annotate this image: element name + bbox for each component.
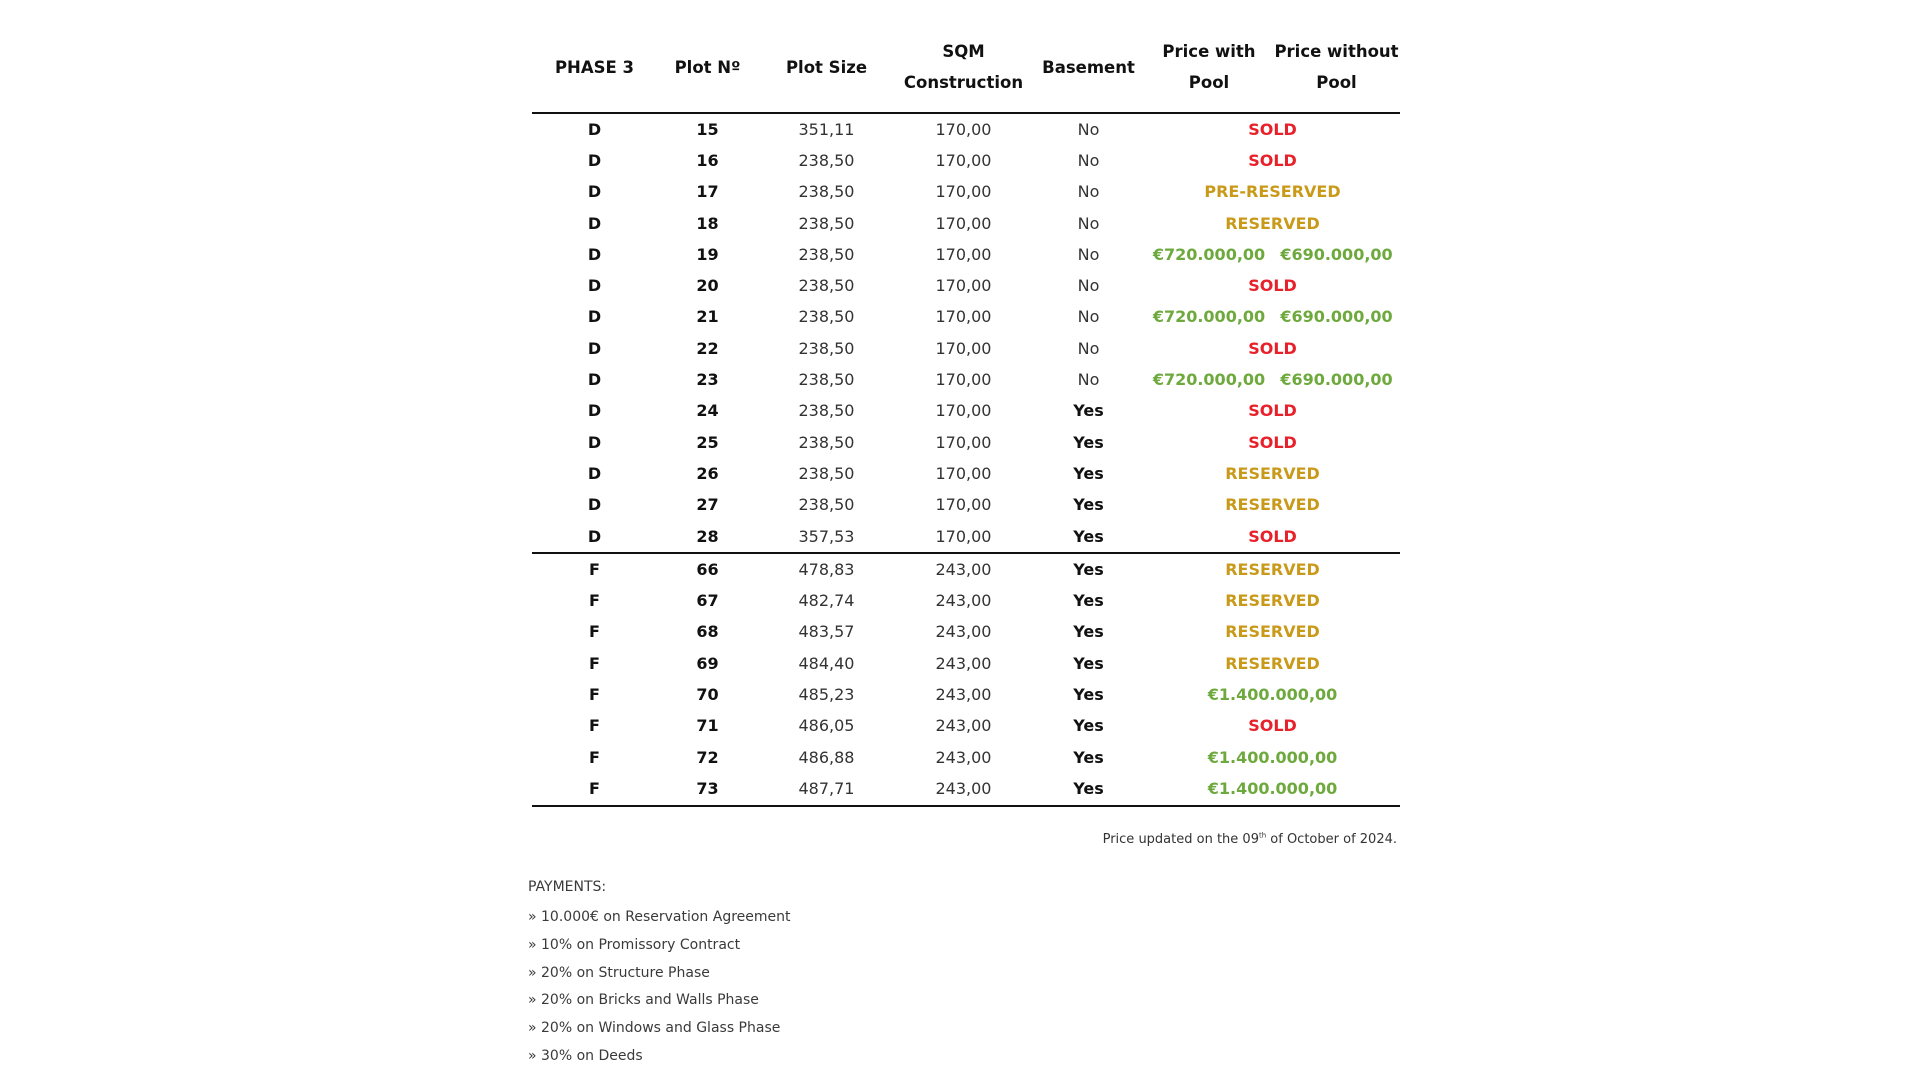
payment-item-structure: » 20% on Structure Phase bbox=[528, 964, 710, 981]
table-row bbox=[532, 302, 1400, 333]
cell-plot-number: 70 bbox=[696, 684, 719, 704]
status-badge: RESERVED bbox=[1225, 559, 1320, 579]
cell-plot-size: 238,50 bbox=[798, 338, 855, 358]
cell-phase: D bbox=[587, 213, 602, 233]
cell-phase: D bbox=[532, 521, 657, 553]
cell-plot-size: 238,50 bbox=[798, 244, 855, 264]
cell-plot-number: 67 bbox=[696, 591, 719, 611]
cell-sqm-construction: 170,00 bbox=[935, 495, 992, 515]
status-badge: €1.400.000,00 bbox=[1207, 684, 1338, 704]
table-row bbox=[532, 742, 1400, 773]
cell-phase: F bbox=[589, 591, 600, 611]
cell-plot-number: 24 bbox=[696, 401, 719, 421]
cell-phase: F bbox=[589, 622, 600, 642]
cell-basement: Yes bbox=[1073, 463, 1104, 483]
status-badge: SOLD bbox=[1248, 150, 1297, 170]
table-row bbox=[532, 177, 1400, 208]
cell-sqm-construction: 170,00 bbox=[935, 463, 992, 483]
cell-plot-number: 22 bbox=[696, 338, 719, 358]
cell-plot-size: 486,05 bbox=[798, 716, 855, 736]
table-row bbox=[532, 490, 1400, 521]
table-row bbox=[532, 521, 1400, 553]
cell-plot-number: 71 bbox=[696, 716, 719, 736]
cell-plot-size: 486,88 bbox=[798, 747, 855, 767]
table-row bbox=[532, 208, 1400, 239]
cell-basement: Yes bbox=[1073, 559, 1104, 579]
table-row bbox=[532, 553, 1400, 585]
cell-price-with-pool: €720.000,00 bbox=[1152, 244, 1266, 264]
cell-plot-number: 21 bbox=[696, 307, 719, 327]
cell-sqm-construction: 170,00 bbox=[935, 307, 992, 327]
cell-sqm-construction: 243,00 bbox=[935, 653, 992, 673]
cell-plot-size: 238,50 bbox=[798, 150, 855, 170]
status-badge: SOLD bbox=[1248, 401, 1297, 421]
table-row bbox=[532, 427, 1400, 458]
status-badge: PRE-RESERVED bbox=[1204, 182, 1341, 202]
update-note-prefix: Price updated on the 09 bbox=[1102, 832, 1259, 847]
status-badge: SOLD bbox=[1248, 276, 1297, 296]
table-row bbox=[532, 145, 1400, 176]
cell-plot-size: 485,23 bbox=[798, 684, 855, 704]
cell-plot-number: 28 bbox=[657, 521, 758, 553]
cell-sqm-construction: 170,00 bbox=[935, 276, 992, 296]
cell-plot-size: 238,50 bbox=[798, 370, 855, 390]
cell-sqm-construction: 170,00 bbox=[935, 432, 992, 452]
cell-phase: D bbox=[587, 150, 602, 170]
cell-phase: D bbox=[587, 463, 602, 483]
table-row bbox=[532, 617, 1400, 648]
status-badge: SOLD bbox=[1248, 716, 1297, 736]
table-row bbox=[532, 333, 1400, 364]
cell-basement: No bbox=[1077, 370, 1100, 390]
cell-phase: F bbox=[589, 747, 600, 767]
cell-sqm-construction: 243,00 bbox=[935, 716, 992, 736]
cell-plot-number: 16 bbox=[696, 150, 719, 170]
table-row bbox=[532, 679, 1400, 710]
cell-plot-size: 238,50 bbox=[798, 276, 855, 296]
table-row bbox=[532, 585, 1400, 616]
cell-sqm-construction: 170,00 bbox=[935, 150, 992, 170]
cell-basement: Yes bbox=[1032, 521, 1145, 553]
cell-plot-size: 357,53 bbox=[758, 521, 895, 553]
cell-plot-number: 20 bbox=[696, 276, 719, 296]
header-plot-size: Plot Size bbox=[758, 26, 895, 113]
cell-sqm-construction: 243,00 bbox=[895, 773, 1032, 805]
price-update-note bbox=[1103, 832, 1397, 847]
cell-sqm-construction: 170,00 bbox=[935, 401, 992, 421]
status-badge: SOLD bbox=[1248, 119, 1297, 139]
cell-sqm-construction: 243,00 bbox=[935, 747, 992, 767]
table-row bbox=[532, 270, 1400, 301]
header-price-with-pool: Price with Pool bbox=[1145, 26, 1273, 113]
cell-sqm-construction: 243,00 bbox=[935, 559, 992, 579]
cell-plot-size: 238,50 bbox=[798, 432, 855, 452]
table-row bbox=[532, 239, 1400, 270]
header-row bbox=[532, 26, 1400, 113]
cell-plot-size: 482,74 bbox=[798, 591, 855, 611]
header-phase: PHASE 3 bbox=[532, 26, 657, 113]
cell-phase: D bbox=[587, 307, 602, 327]
cell-plot-number: 27 bbox=[696, 495, 719, 515]
cell-sqm-construction: 170,00 bbox=[935, 244, 992, 264]
price-table bbox=[532, 26, 1400, 807]
status-badge: SOLD bbox=[1248, 432, 1297, 452]
table-row bbox=[532, 113, 1400, 145]
cell-plot-number: 23 bbox=[696, 370, 719, 390]
payment-item-windows-glass: » 20% on Windows and Glass Phase bbox=[528, 1020, 781, 1037]
cell-basement: Yes bbox=[1073, 622, 1104, 642]
cell-phase: F bbox=[532, 773, 657, 805]
cell-basement: Yes bbox=[1032, 773, 1145, 805]
cell-basement: Yes bbox=[1073, 495, 1104, 515]
cell-plot-size: 238,50 bbox=[798, 182, 855, 202]
table-row bbox=[532, 364, 1400, 395]
status-badge: SOLD bbox=[1145, 521, 1400, 553]
cell-phase: F bbox=[589, 716, 600, 736]
cell-plot-number: 69 bbox=[696, 653, 719, 673]
cell-phase: D bbox=[587, 401, 602, 421]
status-badge: RESERVED bbox=[1225, 622, 1320, 642]
cell-plot-number: 72 bbox=[696, 747, 719, 767]
cell-basement: Yes bbox=[1073, 716, 1104, 736]
cell-plot-size: 483,57 bbox=[798, 622, 855, 642]
cell-basement: Yes bbox=[1073, 747, 1104, 767]
payment-item-promissory: » 10% on Promissory Contract bbox=[528, 936, 741, 953]
cell-price-without-pool: €690.000,00 bbox=[1280, 370, 1393, 390]
cell-plot-size: 238,50 bbox=[798, 307, 855, 327]
cell-basement: Yes bbox=[1073, 653, 1104, 673]
cell-plot-number: 68 bbox=[696, 622, 719, 642]
cell-basement: No bbox=[1077, 119, 1100, 139]
cell-sqm-construction: 170,00 bbox=[895, 521, 1032, 553]
cell-basement: No bbox=[1077, 213, 1100, 233]
cell-phase: D bbox=[587, 370, 602, 390]
status-badge: RESERVED bbox=[1225, 591, 1320, 611]
cell-price-with-pool: €720.000,00 bbox=[1152, 307, 1266, 327]
payment-item-reservation: » 10.000€ on Reservation Agreement bbox=[528, 909, 791, 925]
cell-basement: No bbox=[1077, 338, 1100, 358]
table-row bbox=[532, 458, 1400, 489]
cell-price-without-pool: €690.000,00 bbox=[1280, 307, 1393, 327]
cell-plot-size: 238,50 bbox=[798, 463, 855, 483]
payment-item-bricks-walls: » 20% on Bricks and Walls Phase bbox=[528, 992, 759, 1009]
cell-phase: D bbox=[587, 276, 602, 296]
cell-plot-size: 484,40 bbox=[798, 653, 855, 673]
table-row bbox=[532, 648, 1400, 679]
cell-basement: Yes bbox=[1073, 432, 1104, 452]
cell-phase: D bbox=[587, 244, 602, 264]
status-badge: €1.400.000,00 bbox=[1145, 773, 1400, 805]
cell-plot-number: 73 bbox=[657, 773, 758, 805]
cell-phase: D bbox=[587, 119, 602, 139]
table-row bbox=[532, 711, 1400, 742]
status-badge: SOLD bbox=[1248, 338, 1297, 358]
cell-basement: Yes bbox=[1073, 401, 1104, 421]
status-badge: RESERVED bbox=[1225, 653, 1320, 673]
cell-plot-number: 17 bbox=[696, 182, 719, 202]
header-price-without-pool: Price without Pool bbox=[1273, 26, 1400, 113]
cell-phase: D bbox=[587, 495, 602, 515]
status-badge: RESERVED bbox=[1225, 495, 1320, 515]
payments-section bbox=[528, 878, 791, 1075]
cell-basement: No bbox=[1077, 182, 1100, 202]
header-plot-number: Plot Nº bbox=[657, 26, 758, 113]
cell-plot-number: 66 bbox=[696, 559, 719, 579]
cell-basement: No bbox=[1077, 276, 1100, 296]
table-body bbox=[532, 113, 1400, 806]
update-note-suffix: of October of 2024. bbox=[1266, 832, 1397, 847]
payments-title: PAYMENTS: bbox=[528, 879, 607, 895]
cell-basement: Yes bbox=[1073, 591, 1104, 611]
cell-sqm-construction: 170,00 bbox=[935, 119, 992, 139]
update-note-superscript: th bbox=[1258, 831, 1267, 840]
cell-sqm-construction: 170,00 bbox=[935, 370, 992, 390]
payment-item-deeds: » 30% on Deeds bbox=[528, 1047, 643, 1064]
cell-plot-number: 25 bbox=[696, 432, 719, 452]
status-badge: RESERVED bbox=[1225, 213, 1320, 233]
cell-plot-size: 238,50 bbox=[798, 213, 855, 233]
cell-plot-size: 478,83 bbox=[798, 559, 855, 579]
cell-phase: D bbox=[587, 338, 602, 358]
cell-plot-number: 26 bbox=[696, 463, 719, 483]
cell-plot-size: 238,50 bbox=[798, 495, 855, 515]
table-row bbox=[532, 773, 1400, 805]
status-badge: €1.400.000,00 bbox=[1207, 747, 1338, 767]
cell-basement: No bbox=[1077, 307, 1100, 327]
cell-plot-size: 487,71 bbox=[758, 773, 895, 805]
cell-phase: D bbox=[587, 432, 602, 452]
cell-sqm-construction: 243,00 bbox=[935, 684, 992, 704]
cell-plot-size: 238,50 bbox=[798, 401, 855, 421]
cell-sqm-construction: 170,00 bbox=[935, 338, 992, 358]
cell-sqm-construction: 243,00 bbox=[935, 622, 992, 642]
cell-phase: F bbox=[589, 559, 600, 579]
table-row bbox=[532, 396, 1400, 427]
cell-basement: Yes bbox=[1073, 684, 1104, 704]
cell-plot-number: 15 bbox=[696, 119, 719, 139]
cell-phase: F bbox=[589, 653, 600, 673]
cell-sqm-construction: 170,00 bbox=[935, 182, 992, 202]
header-sqm-construction: SQM Construction bbox=[895, 26, 1032, 113]
cell-plot-number: 18 bbox=[696, 213, 719, 233]
cell-phase: D bbox=[587, 182, 602, 202]
cell-plot-number: 19 bbox=[696, 244, 719, 264]
table-header bbox=[532, 26, 1400, 113]
cell-sqm-construction: 243,00 bbox=[935, 591, 992, 611]
cell-sqm-construction: 170,00 bbox=[935, 213, 992, 233]
cell-basement: No bbox=[1077, 244, 1100, 264]
cell-price-with-pool: €720.000,00 bbox=[1152, 370, 1266, 390]
cell-basement: No bbox=[1077, 150, 1100, 170]
header-basement: Basement bbox=[1032, 26, 1145, 113]
cell-phase: F bbox=[589, 684, 600, 704]
cell-price-without-pool: €690.000,00 bbox=[1280, 244, 1393, 264]
status-badge: RESERVED bbox=[1225, 463, 1320, 483]
cell-plot-size: 351,11 bbox=[798, 119, 855, 139]
